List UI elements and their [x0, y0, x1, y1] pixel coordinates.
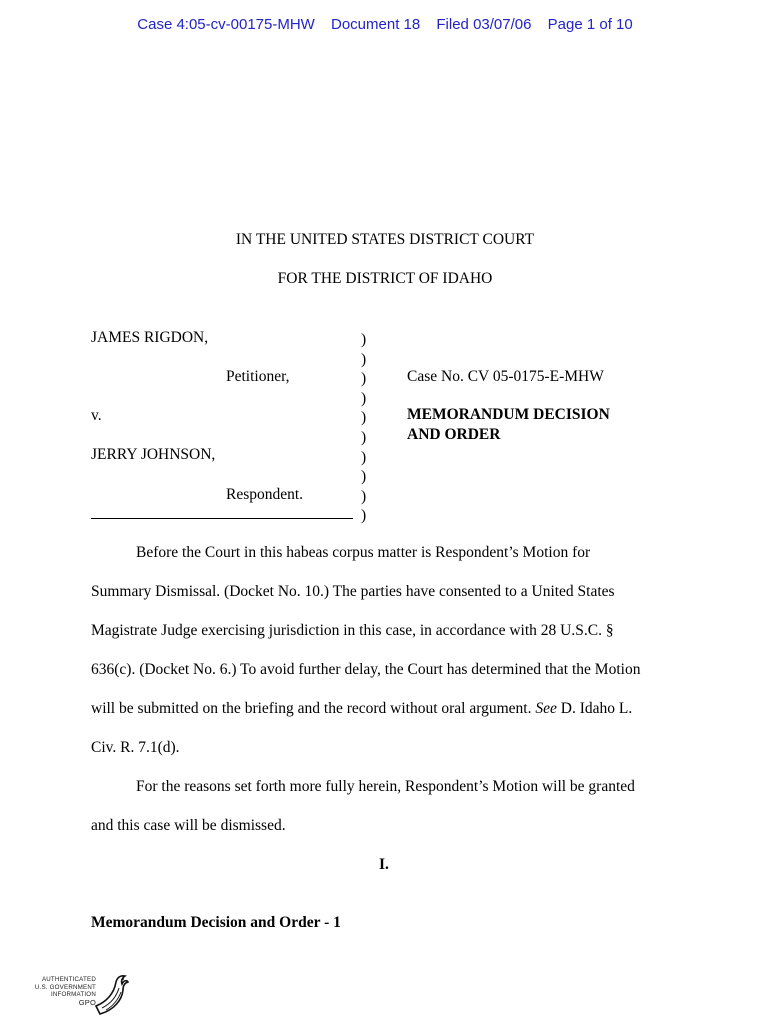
body-text: D. Idaho L.: [556, 700, 633, 717]
body-paragraph-1-line: Summary Dismissal. (Docket No. 10.) The parties have consented to a United States: [91, 583, 615, 600]
gpo-authentication-seal: [30, 972, 130, 1018]
caption-paren: ): [361, 487, 367, 505]
caption-paren: ): [361, 448, 367, 466]
case-number: Case No. CV 05-0175-E-MHW: [407, 368, 604, 385]
caption-paren-column: [361, 330, 366, 526]
body-paragraph-2-line: For the reasons set forth more fully herein, Respondent’s Motion will be granted: [136, 778, 635, 795]
petitioner-name: JAMES RIGDON,: [91, 329, 209, 346]
caption-paren: ): [361, 409, 367, 427]
page-count-stamp: Page 1 of 10: [547, 16, 633, 33]
caption-paren: ): [361, 507, 367, 525]
caption-underline: [91, 518, 353, 519]
seal-text: [30, 976, 96, 1006]
citation-signal: See: [535, 700, 557, 717]
caption-paren: ): [361, 389, 367, 407]
caption-paren: ): [361, 331, 367, 348]
case-number-stamp: Case 4:05-cv-00175-MHW: [137, 16, 315, 33]
caption-paren: ): [361, 350, 367, 368]
petitioner-role: Petitioner,: [226, 368, 290, 385]
page-footer-label: Memorandum Decision and Order - 1: [91, 914, 341, 931]
seal-line: INFORMATION: [50, 991, 96, 999]
document-number-stamp: Document 18: [331, 16, 421, 33]
body-paragraph-1-line: Civ. R. 7.1(d).: [91, 739, 180, 756]
section-heading: I.: [379, 856, 389, 873]
body-text: will be submitted on the briefing and the record without oral argument.: [91, 700, 536, 717]
versus-label: v.: [91, 407, 102, 424]
body-paragraph-1-line: Before the Court in this habeas corpus matter is Respondent’s Motion for: [136, 544, 591, 561]
ecf-header-stamp: [0, 16, 770, 33]
body-paragraph-1-line: Magistrate Judge exercising jurisdiction in this case, in accordance with 28 U.S.C. §: [91, 622, 614, 639]
document-title-line2: AND ORDER: [407, 426, 501, 443]
court-district: FOR THE DISTRICT OF IDAHO: [277, 270, 493, 287]
caption-paren: ): [361, 370, 367, 388]
respondent-role: Respondent.: [226, 486, 304, 503]
respondent-name: JERRY JOHNSON,: [91, 446, 216, 463]
body-paragraph-1-line: 636(c). (Docket No. 6.) To avoid further delay, the Court has determined that the Motion: [91, 661, 641, 678]
caption-paren: ): [361, 468, 367, 486]
seal-line: AUTHENTICATED: [41, 976, 96, 983]
filed-date-stamp: Filed 03/07/06: [436, 16, 532, 33]
seal-line: GPO: [78, 997, 96, 1007]
document-title-line1: MEMORANDUM DECISION: [407, 406, 610, 423]
court-name: IN THE UNITED STATES DISTRICT COURT: [235, 231, 535, 248]
seal-line: U.S. GOVERNMENT: [34, 983, 96, 991]
body-paragraph-2-line: and this case will be dismissed.: [91, 817, 286, 834]
caption-paren: ): [361, 428, 367, 446]
body-paragraph-1-line: [91, 700, 632, 718]
eagle-icon: [92, 972, 130, 1018]
